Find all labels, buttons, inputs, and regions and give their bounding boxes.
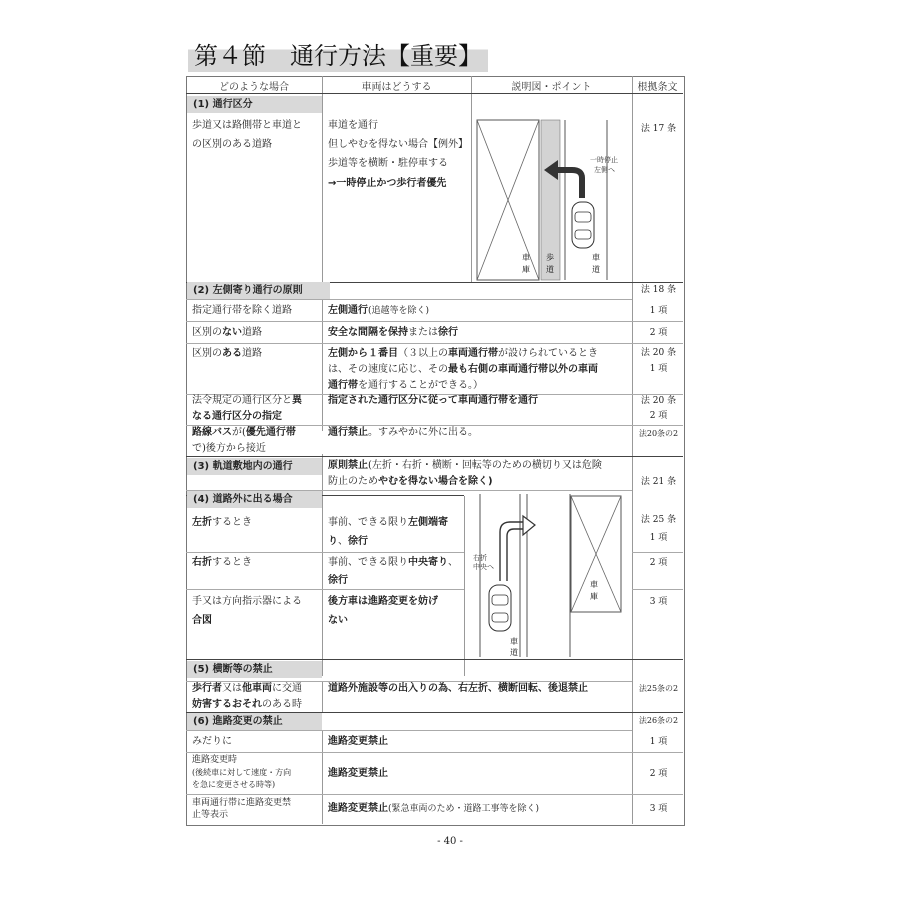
s2-r3-law2: 1 項 <box>649 364 668 374</box>
s4-r1-case: 左折するとき <box>192 517 252 528</box>
s3-action-line1: 原則禁止(左折・右折・横断・回転等のための横切り又は危険 <box>328 460 602 471</box>
section-label-4: (4) 道路外に出る場合 <box>187 491 322 508</box>
s6-r2-law: 2 項 <box>649 769 668 779</box>
section-label-6: (6) 進路変更の禁止 <box>187 713 322 730</box>
section-label-3: (3) 軌道敷地内の通行 <box>187 458 322 475</box>
col-divider <box>322 730 323 824</box>
s4-r3-law: 3 項 <box>649 597 668 607</box>
s2-r4-case-line2: なる通行区分の指定 <box>192 411 282 422</box>
s5-case-line2: 妨害するおそれのある時 <box>192 699 302 710</box>
s6-r3-case-line2: 止等表示 <box>192 810 229 820</box>
col-divider <box>322 681 323 713</box>
section-title: 第４節 通行方法【重要】 <box>188 40 488 72</box>
s4-r1-action-line1: 事前、できる限り左側端寄 <box>328 517 448 528</box>
s6-r1-law: 1 項 <box>649 737 668 747</box>
s2-r3-action-line3: 通行帯を通行することができる。） <box>328 380 483 391</box>
svg-text:車道: 車道 <box>510 637 518 657</box>
s4-r2-law: 2 項 <box>649 558 668 568</box>
s2-r4-case-line1: 法令規定の通行区分と異 <box>192 395 302 406</box>
rules-table <box>186 76 685 826</box>
s4-r1-law2: 1 項 <box>649 533 668 543</box>
s6-r1-case: みだりに <box>192 736 232 747</box>
s3-law: 法 21 条 <box>640 477 677 487</box>
header-case: どのような場合 <box>219 82 289 93</box>
car-icon <box>489 585 511 631</box>
s2-r5-case-line2: で)後方から接近 <box>192 443 266 454</box>
s2-r4-action: 指定された通行区分に従って車両通行帯を通行 <box>328 395 538 406</box>
diagram-sidewalk-crossing <box>472 94 632 282</box>
s6-r2-case-line2: (後続車に対して速度・方向 <box>192 768 292 777</box>
section-label-1: (1) 通行区分 <box>187 96 322 113</box>
s6-r2-case-line3: を急に変更させる時等) <box>192 780 276 789</box>
s4-r3-action-line1: 後方車は進路変更を妨げ <box>328 596 438 607</box>
s2-r5-law: 法20条の2 <box>638 429 679 438</box>
s1-action-bold: →一時停止かつ歩行者優先 <box>328 178 447 189</box>
s2-r5-action: 通行禁止。すみやかに外に出る。 <box>328 427 478 438</box>
svg-text:右折中央へ: 右折中央へ <box>473 554 494 571</box>
section-label-2: (2) 左側寄り通行の原則 <box>187 282 330 299</box>
s6-r2-action: 進路変更禁止 <box>328 768 388 779</box>
s2-r3-law1: 法 20 条 <box>640 348 677 358</box>
col-divider <box>322 76 323 282</box>
s4-r1-law1: 法 25 条 <box>640 515 677 525</box>
s2-law-head: 法 18 条 <box>640 285 677 295</box>
s2-r2-law: 2 項 <box>649 328 668 338</box>
s4-r2-action-line1: 事前、できる限り中央寄り、 <box>328 557 458 568</box>
s4-r2-action-line2: 徐行 <box>328 575 348 586</box>
s2-r2-case: 区別のない道路 <box>192 327 262 338</box>
svg-text:歩道: 歩道 <box>546 253 554 274</box>
s6-r3-action: 進路変更禁止(緊急車両のため・道路工事等を除く) <box>328 803 540 814</box>
note-left: 左側へ <box>594 166 615 174</box>
row-rule <box>186 730 632 731</box>
s6-r3-case-line1: 車両通行帯に進路変更禁 <box>192 798 292 808</box>
svg-text:車道: 車道 <box>592 253 600 274</box>
row-rule <box>186 752 683 753</box>
row-rule <box>186 589 464 590</box>
s1-action-line2: 但しやむを得ない場合【例外】 <box>328 139 468 150</box>
s2-r1-law: 1 項 <box>649 306 668 316</box>
s4-r2-case: 右折するとき <box>192 557 252 568</box>
s1-action-line1: 車道を通行 <box>328 120 378 131</box>
s2-r1-case: 指定通行帯を除く道路 <box>192 305 292 316</box>
s2-r1-action: 左側通行(追越等を除く) <box>328 305 430 316</box>
row-rule <box>186 321 683 322</box>
s1-case-line2: の区別のある道路 <box>192 139 272 150</box>
s2-r4-law2: 2 項 <box>649 411 668 421</box>
row-rule <box>186 299 632 300</box>
row-rule <box>632 589 683 590</box>
s4-r3-case-line1: 手又は方向指示器による <box>192 596 302 607</box>
s2-r4-law1: 法 20 条 <box>640 396 677 406</box>
s6-r2-case-line1: 進路変更時 <box>192 755 238 765</box>
page-number: - 40 - <box>437 836 463 847</box>
s4-r3-case-line2: 合図 <box>192 615 212 626</box>
header-law: 根拠条文 <box>637 82 678 93</box>
svg-text:車庫: 車庫 <box>590 580 598 601</box>
col-divider <box>322 454 323 676</box>
row-rule <box>186 659 683 660</box>
diagram-exit-road <box>465 492 632 659</box>
note-stop: 一時停止 <box>590 156 618 164</box>
s6-law-head: 法26条の2 <box>638 716 679 725</box>
s4-r3-action-line2: ない <box>328 615 348 626</box>
s2-r2-action: 安全な間隔を保持または徐行 <box>328 327 458 338</box>
s2-r3-action-line1: 左側から１番目（３以上の車両通行帯が設けられているとき <box>328 348 598 359</box>
s2-r5-case-line1: 路線バスが(優先通行帯 <box>192 427 296 438</box>
section-label-5: (5) 横断等の禁止 <box>187 661 322 678</box>
s5-case-line1: 歩行者又は他車両に交通 <box>192 683 302 694</box>
car-icon <box>572 202 594 248</box>
s5-action: 道路外施設等の出入りの為、右左折、横断回転、後退禁止 <box>328 683 588 694</box>
col-divider <box>322 299 323 431</box>
header-action: 車両はどうする <box>361 82 432 93</box>
arrow-turn-right <box>523 516 535 535</box>
row-rule <box>186 552 464 553</box>
s3-action-line2: 防止のためやむを得ない場合を除く) <box>328 476 493 487</box>
s1-action-line3: 歩道等を横断・駐停車する <box>328 158 448 169</box>
label-garage: 車庫 <box>522 253 530 274</box>
s2-r3-case: 区別のある道路 <box>192 348 262 359</box>
s1-case-line1: 歩道又は路側帯と車道と <box>192 120 302 131</box>
s6-r1-action: 進路変更禁止 <box>328 736 388 747</box>
row-rule <box>632 552 683 553</box>
s1-law: 法 17 条 <box>640 124 677 134</box>
s6-r3-law: 3 項 <box>649 804 668 814</box>
s2-r3-action-line2: は、その速度に応じ、その最も右側の車両通行帯以外の車両 <box>328 364 598 375</box>
s5-law: 法25条の2 <box>638 684 679 693</box>
row-rule <box>186 343 683 344</box>
s4-r1-action-line2: り、徐行 <box>328 536 368 547</box>
header-diagram: 説明図・ポイント <box>511 82 592 93</box>
row-rule <box>186 794 683 795</box>
